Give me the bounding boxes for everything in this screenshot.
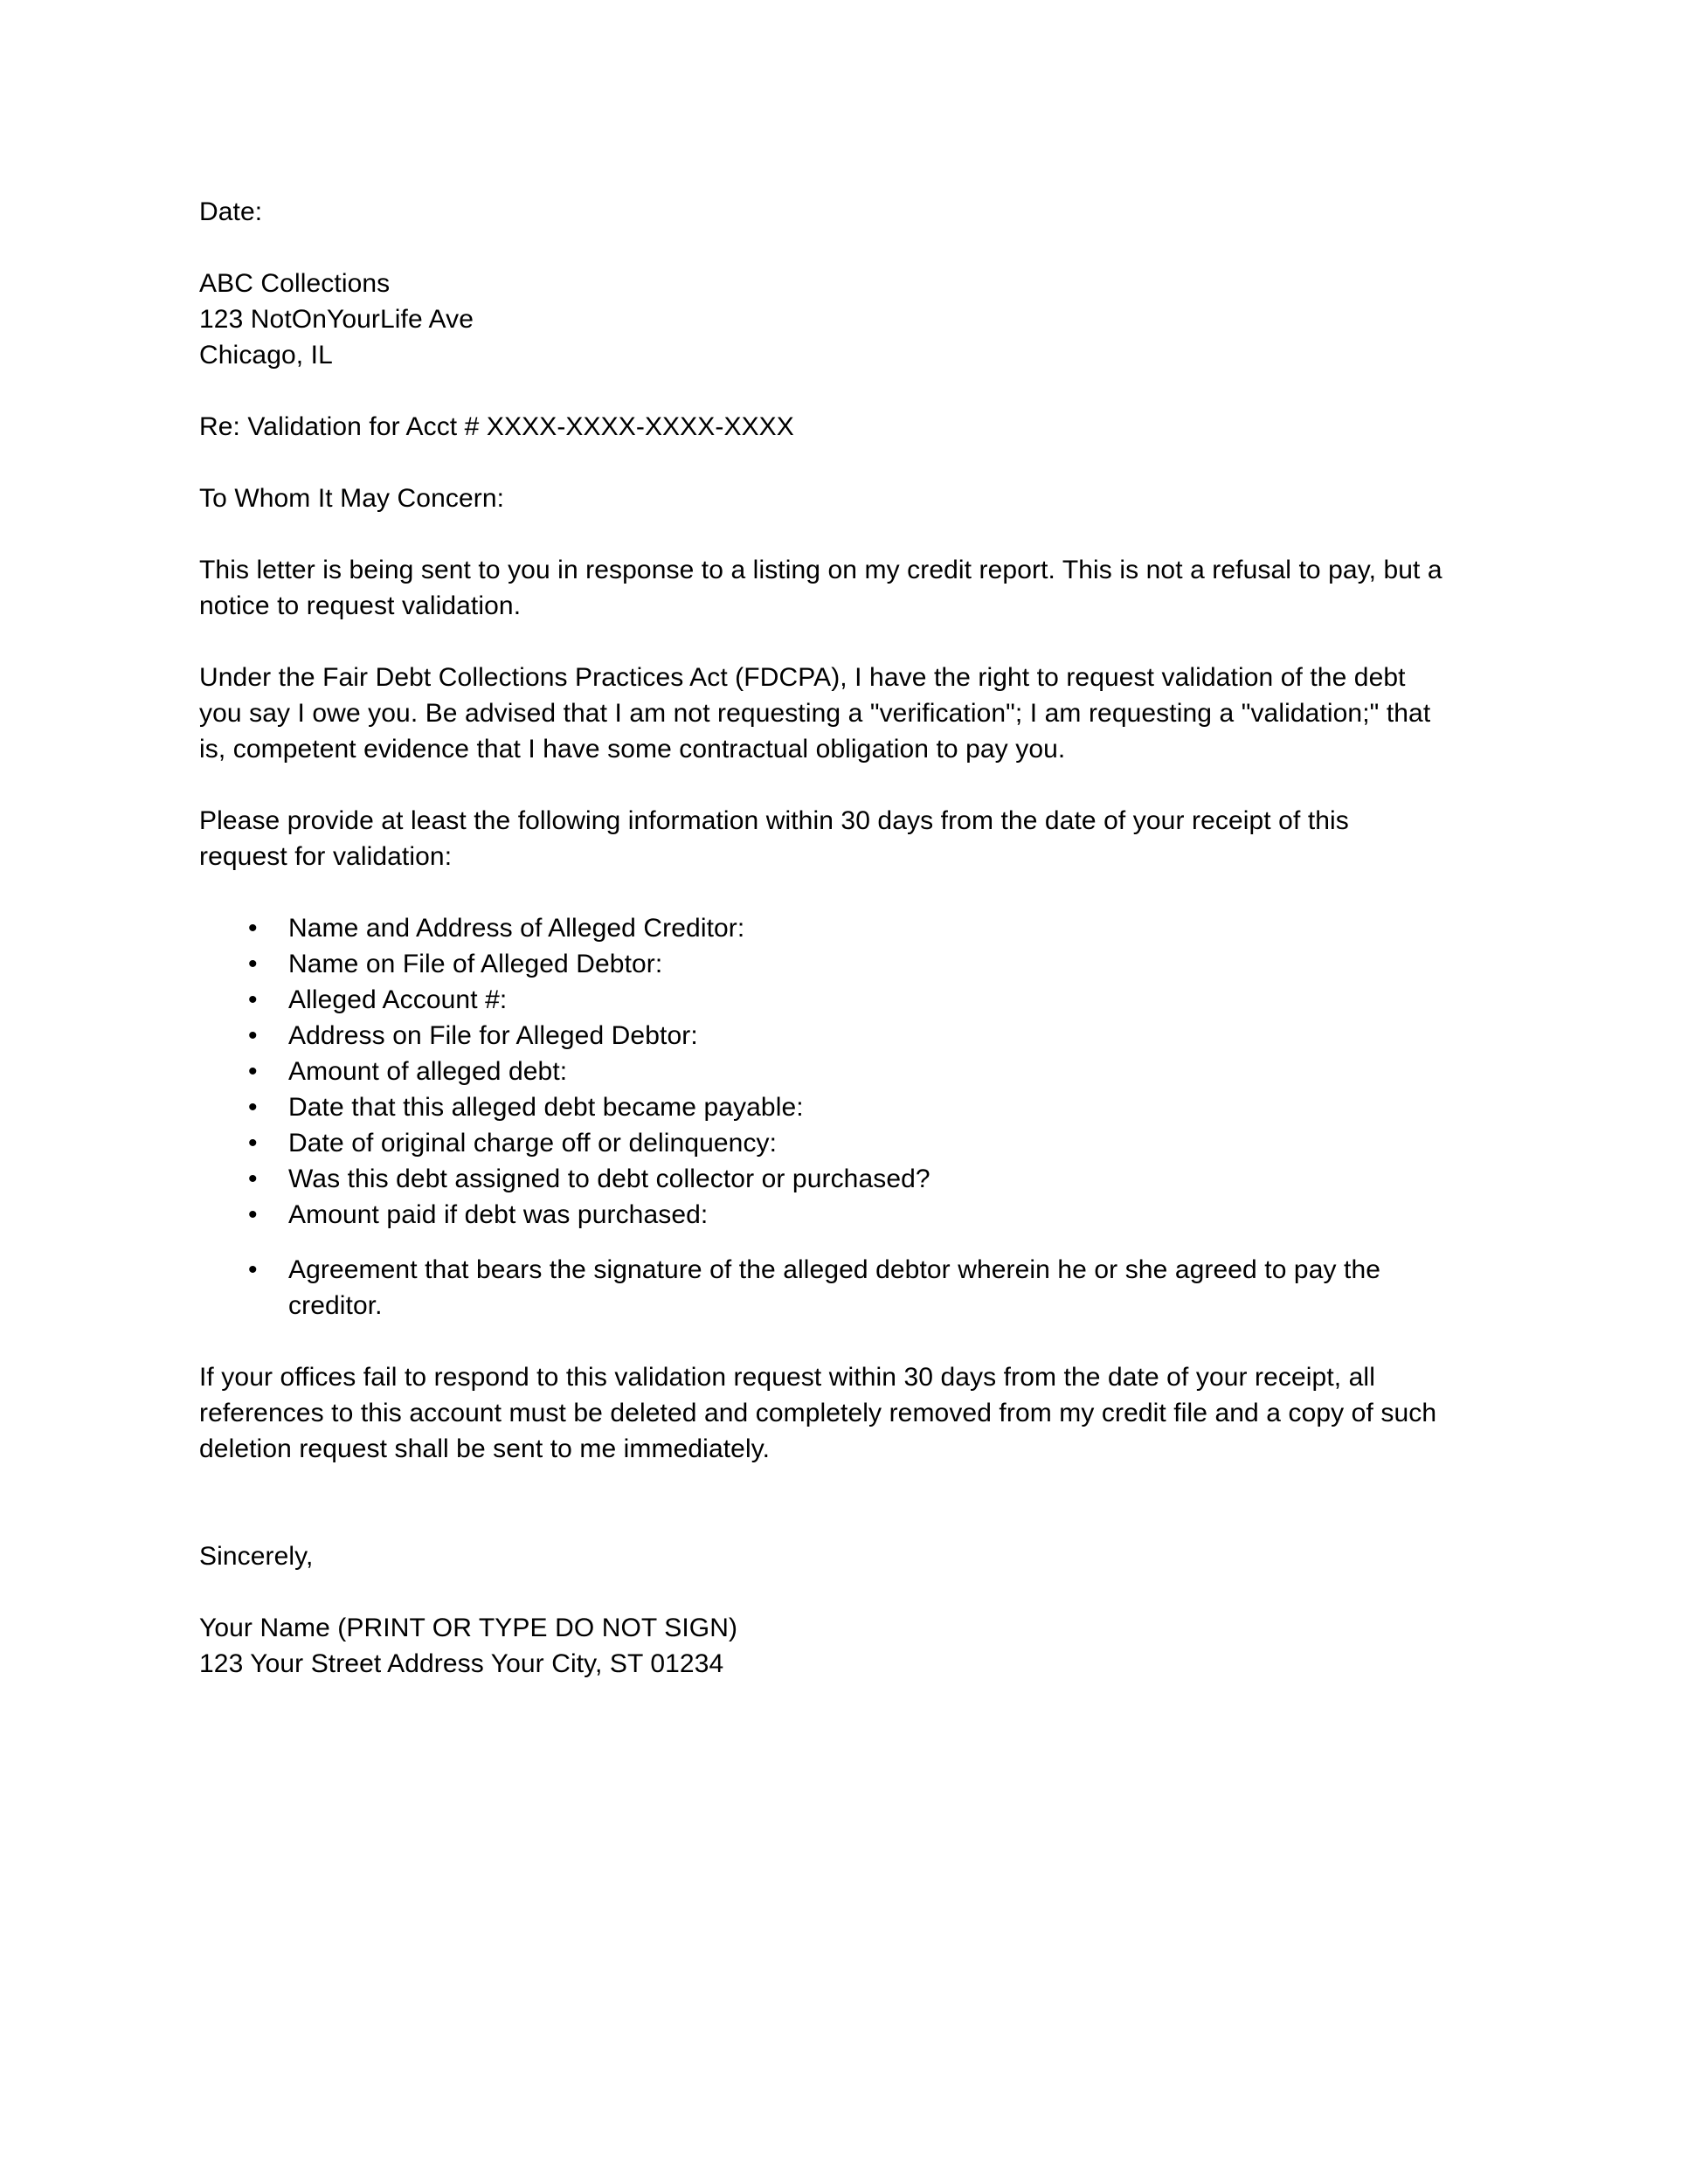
spacer — [199, 624, 1443, 660]
bullet-icon: • — [248, 1129, 258, 1158]
list-item-label: Alleged Account #: — [288, 985, 508, 1014]
spacer — [199, 1467, 1443, 1538]
spacer — [199, 516, 1443, 552]
list-item-label: Amount paid if debt was purchased: — [288, 1200, 709, 1229]
list-item — [199, 910, 1443, 946]
date-line — [199, 194, 1443, 230]
bullet-icon: • — [248, 985, 258, 1014]
recipient-street: 123 NotOnYourLife Ave — [199, 305, 474, 334]
spacer — [199, 230, 1443, 266]
list-item-label: Date that this alleged debt became payable: — [288, 1093, 804, 1122]
spacer — [199, 1324, 1443, 1359]
requested-information-list — [199, 910, 1443, 1324]
bullet-icon: • — [248, 1200, 258, 1229]
sign-off — [199, 1538, 1443, 1574]
bullet-icon: • — [248, 1057, 258, 1086]
bullet-icon: • — [248, 914, 258, 943]
list-item — [199, 1161, 1443, 1197]
signer-address-line: 123 Your Street Address Your City, ST 01234 — [199, 1649, 724, 1678]
sign-off-text: Sincerely, — [199, 1542, 314, 1571]
list-item — [199, 1125, 1443, 1161]
list-item-label: Agreement that bears the signature of the alleged debtor wherein he or she agreed to pay the creditor. — [288, 1255, 1381, 1320]
salutation — [199, 480, 1443, 516]
subject-text: Re: Validation for Acct # XXXX-XXXX-XXXX-XXXX — [199, 412, 794, 441]
recipient-name: ABC Collections — [199, 269, 391, 298]
list-item-label: Name on File of Alleged Debtor: — [288, 950, 663, 978]
list-item — [199, 1018, 1443, 1054]
body-paragraph-3: Please provide at least the following information within 30 days from the date of your receipt of this request for validation: — [199, 806, 1349, 871]
list-item-label: Amount of alleged debt: — [288, 1057, 568, 1086]
closing-paragraph: If your offices fail to respond to this validation request within 30 days from the date of your receipt, all references to this account must be deleted and completely removed from my credit file and a copy of such deletion request shall be sent to me immediately. — [199, 1363, 1437, 1463]
list-item — [199, 1054, 1443, 1089]
list-item — [199, 1252, 1443, 1324]
body-paragraph-1: This letter is being sent to you in response to a listing on my credit report. This is not a refusal to pay, but a notice to request validation. — [199, 556, 1442, 620]
list-item-label: Was this debt assigned to debt collector or purchased? — [288, 1165, 930, 1193]
list-item — [199, 946, 1443, 982]
bullet-icon: • — [248, 950, 258, 978]
subject-line — [199, 409, 1443, 445]
list-item — [199, 982, 1443, 1018]
bullet-icon: • — [248, 1021, 258, 1050]
spacer — [199, 445, 1443, 480]
signer-name-line: Your Name (PRINT OR TYPE DO NOT SIGN) — [199, 1614, 738, 1642]
recipient-address — [199, 266, 1443, 373]
body-paragraph-2: Under the Fair Debt Collections Practices Act (FDCPA), I have the right to request validation of the debt you say I owe you. Be advised that I am not requesting a "verification"; I am requesting a "validation;" that is, competent evidence that I have some contractual obligation to pay you. — [199, 663, 1431, 764]
signature-block — [199, 1610, 1443, 1682]
letter-body — [199, 194, 1443, 1682]
spacer — [199, 767, 1443, 803]
list-item-label: Name and Address of Alleged Creditor: — [288, 914, 745, 943]
list-item — [199, 1197, 1443, 1233]
list-item — [199, 1089, 1443, 1125]
spacer — [199, 1574, 1443, 1610]
bullet-icon: • — [248, 1093, 258, 1122]
bullet-icon: • — [248, 1255, 258, 1284]
spacer — [199, 373, 1443, 409]
date-label: Date: — [199, 197, 263, 226]
list-item-label: Date of original charge off or delinquency: — [288, 1129, 778, 1158]
spacer — [199, 874, 1443, 910]
list-item-label: Address on File for Alleged Debtor: — [288, 1021, 698, 1050]
recipient-city-state: Chicago, IL — [199, 341, 333, 370]
salutation-text: To Whom It May Concern: — [199, 484, 505, 513]
bullet-icon: • — [248, 1165, 258, 1193]
